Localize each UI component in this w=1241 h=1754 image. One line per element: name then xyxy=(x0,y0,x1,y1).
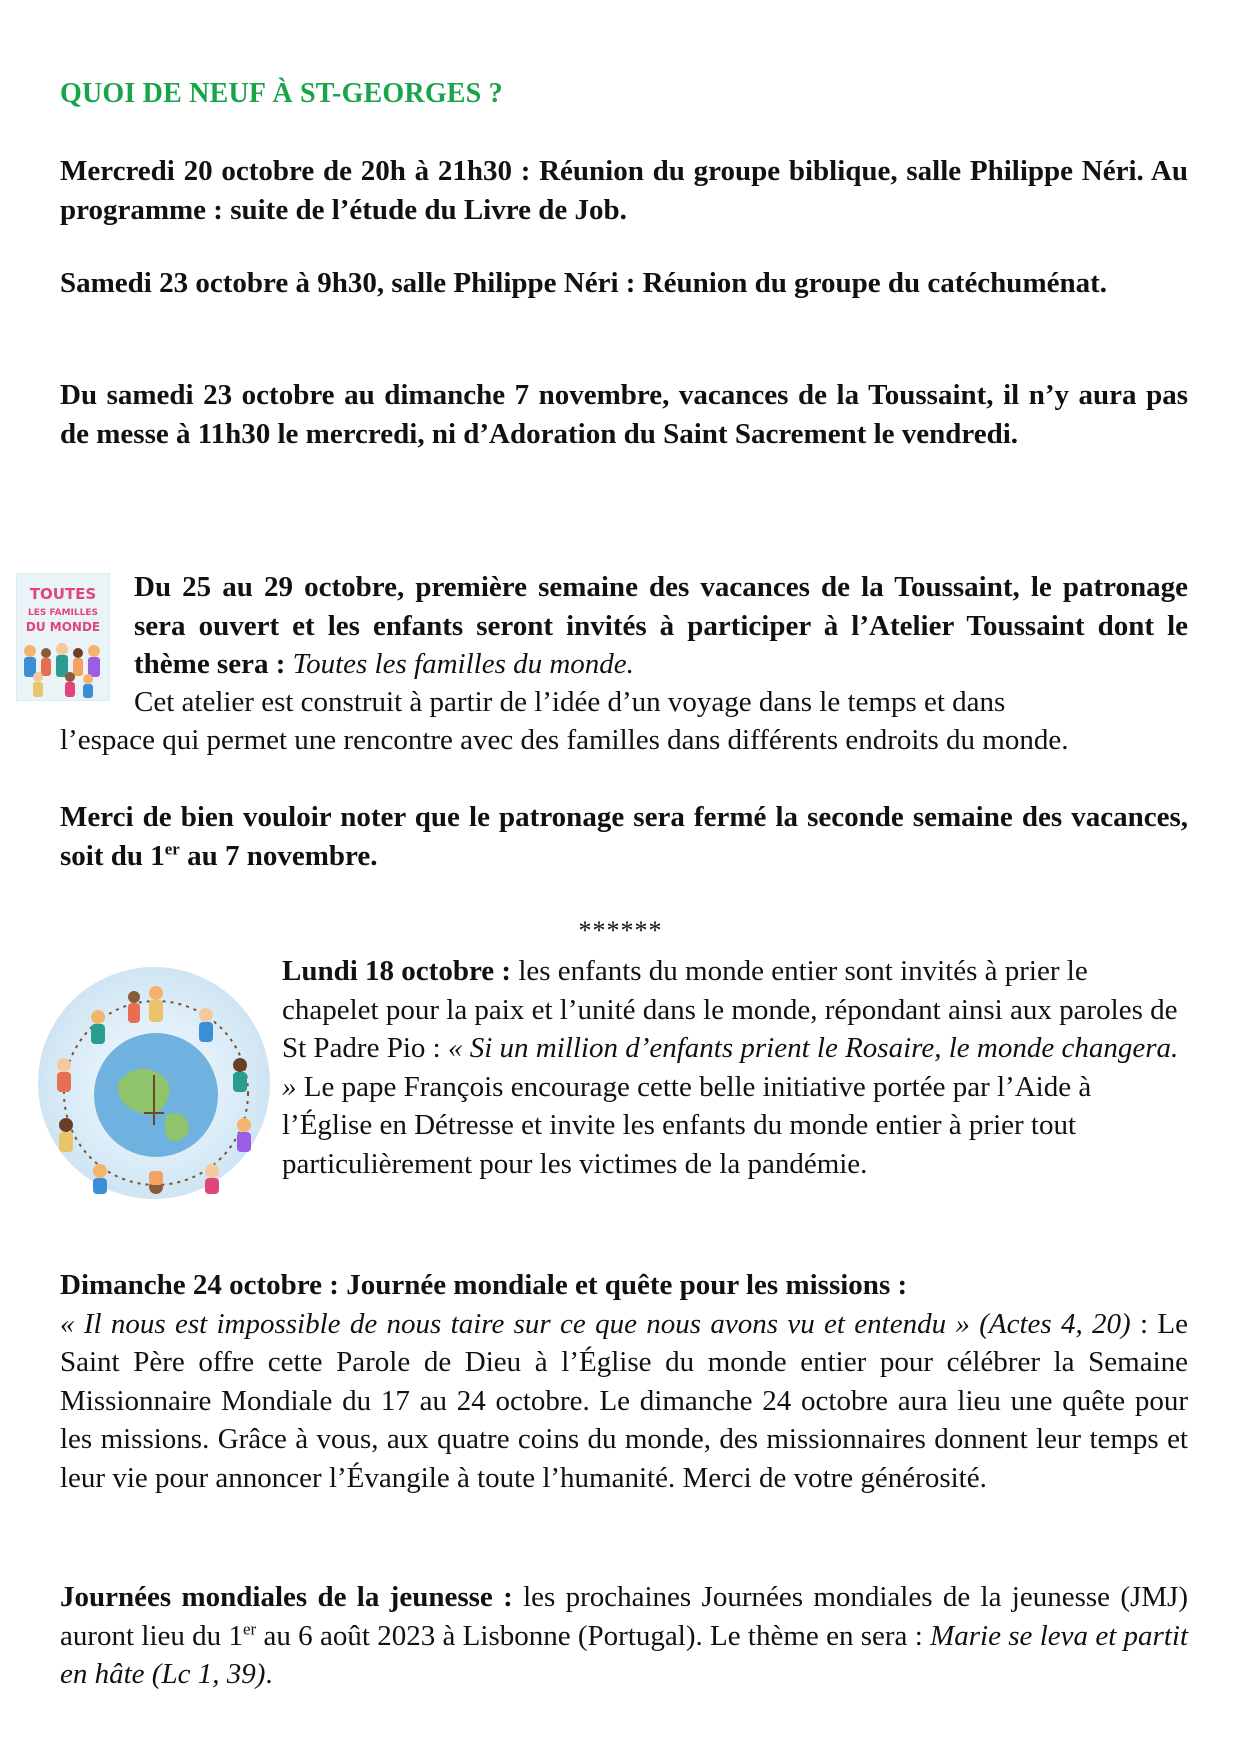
announcement-text: Samedi 23 octobre à 9h30, salle Philippe Néri : Réunion du groupe du catéchuménat. xyxy=(60,267,1108,299)
rosary-announcement xyxy=(282,952,1188,1183)
announcement-text: Mercredi 20 octobre de 20h à 21h30 : Réunion du groupe biblique, salle Philippe Néri. Au programme : suite de l’étude du Livre de Job. xyxy=(60,155,1188,226)
closure-note-sup: er xyxy=(164,838,180,858)
missions-text: : Le Saint Père offre cette Parole de Dieu à l’Église du monde entier pour célébrer la Semaine Missionnaire Mondiale du 17 au 24 octobre. Le dimanche 24 octobre aura lieu une quête pour les missions. Grâce à vous, aux quatre coins du monde, des missionnaires donnent leur temps et leur vie pour annoncer l’Évangile à toute l’humanité. Merci de votre générosité. xyxy=(60,1307,1188,1494)
atelier-description-line2 xyxy=(60,721,1188,760)
jmj-text: les prochaines Journées mondiales de la jeunesse (JMJ) auront lieu du 1 xyxy=(60,1581,1188,1652)
poster-title-line2: LES FAMILLES xyxy=(28,608,98,618)
announcement-text: Du samedi 23 octobre au dimanche 7 novembre, vacances de la Toussaint, il n’y aura pas de messe à 11h30 le mercredi, ni d’Adoration du Saint Sacrement le vendredi. xyxy=(60,379,1188,450)
poster-title-line1: TOUTES xyxy=(29,585,97,603)
section-separator: ****** xyxy=(578,916,663,945)
padre-pio-quote: « Si un million d’enfants prient le Rosaire, le monde changera. » xyxy=(282,1032,1179,1103)
announcement-catechumenate xyxy=(60,264,1188,303)
atelier-description-line1 xyxy=(134,683,1144,722)
rosary-date: Lundi 18 octobre : xyxy=(282,955,512,987)
atelier-theme: Toutes les familles du monde. xyxy=(292,648,634,680)
atelier-description-text: l’espace qui permet une rencontre avec des familles dans différents endroits du monde. xyxy=(60,724,1069,756)
announcement-holidays xyxy=(60,376,1188,453)
closure-note-text: Merci de bien vouloir noter que le patronage sera fermé la seconde semaine des vacances, soit du 1 xyxy=(60,801,1188,872)
missions-heading: Dimanche 24 octobre : Journée mondiale et quête pour les missions : xyxy=(60,1269,908,1301)
jmj-heading: Journées mondiales de la jeunesse : xyxy=(60,1581,513,1613)
missions-announcement xyxy=(60,1266,1188,1497)
acts-quote: « Il nous est impossible de nous taire sur ce que nous avons vu et entendu » (Actes 4, 20) xyxy=(60,1307,1131,1340)
jmj-theme: Marie se leva et partit en hâte (Lc 1, 39) xyxy=(60,1619,1189,1690)
jmj-text-mid: au 6 août 2023 à Lisbonne (Portugal). Le thème en sera : xyxy=(256,1619,931,1652)
patronage-closure-note xyxy=(60,798,1188,875)
page-title: QUOI DE NEUF À ST-GEORGES ? xyxy=(60,78,503,109)
patronage-intro xyxy=(134,568,1188,684)
rosary-text: les enfants du monde entier sont invités à prier le chapelet pour la paix et l’unité dans le monde, répondant ainsi aux paroles de St Padre Pio : xyxy=(282,955,1178,1064)
families-poster-image xyxy=(16,573,110,701)
jmj-announcement xyxy=(60,1578,1188,1694)
jmj-end: . xyxy=(265,1658,273,1690)
jmj-sup: er xyxy=(242,1618,257,1638)
patronage-intro-text: Du 25 au 29 octobre, première semaine des vacances de la Toussaint, le patronage sera ouvert et les enfants seront invités à participer à l’Atelier Toussaint dont le thème sera : xyxy=(134,571,1188,680)
poster-title-line3: DU MONDE xyxy=(25,620,101,634)
atelier-description-text: Cet atelier est construit à partir de l’idée d’un voyage dans le temps et dans xyxy=(134,686,1006,718)
rosary-text-end: Le pape François encourage cette belle initiative portée par l’Aide à l’Église en Détresse et invite les enfants du monde entier à prier tout particulièrement pour les victimes de la pandémie. xyxy=(282,1070,1092,1180)
announcement-bible-group xyxy=(60,152,1188,229)
children-rosary-globe-image xyxy=(36,965,272,1201)
closure-note-text-end: au 7 novembre. xyxy=(179,839,378,872)
